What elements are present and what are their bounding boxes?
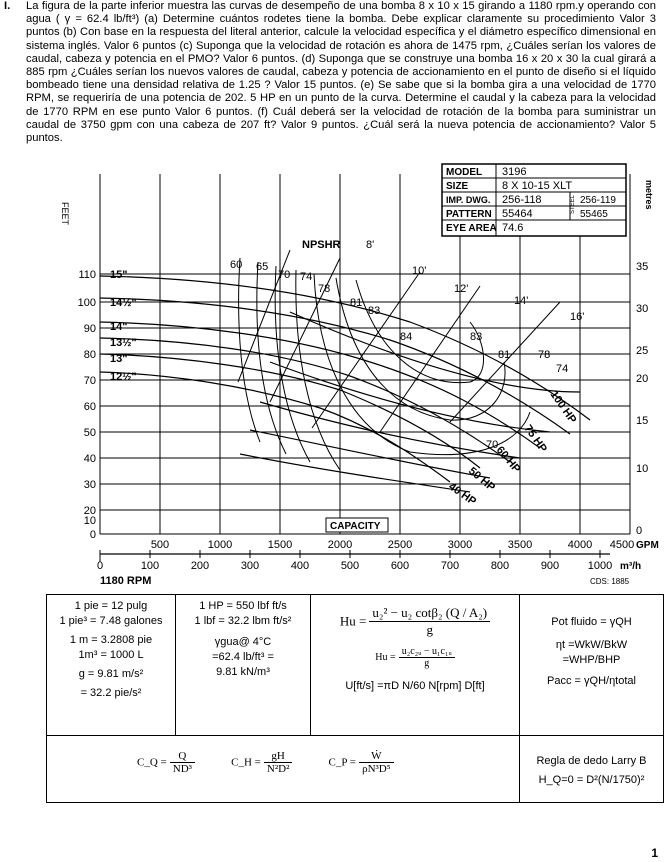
hu1-den: g xyxy=(426,622,434,637)
hu1-lhs: Hu = xyxy=(339,613,367,629)
y-right-tick-0: 0 xyxy=(636,525,643,537)
y-tick-20: 20 xyxy=(83,505,96,517)
x-gpm-500: 500 xyxy=(150,539,170,551)
euler-cell xyxy=(311,595,520,736)
gpm-label: GPM xyxy=(636,540,659,551)
x-m3h-600: 600 xyxy=(390,560,410,572)
eta-kw: ηt =WkW/BkW xyxy=(555,639,628,651)
x-gpm-3000: 3000 xyxy=(447,539,473,551)
npsh-value-12: 12' xyxy=(454,283,469,295)
x-m3h-200: 200 xyxy=(190,560,210,572)
npsh-label: NPSHR xyxy=(302,239,341,251)
eff-label-78: 78 xyxy=(318,283,331,295)
formula-table xyxy=(46,594,664,803)
eta-hp: =WHP/BHP xyxy=(562,654,621,666)
x-gpm-1000: 1000 xyxy=(207,539,233,551)
power-cell xyxy=(520,595,664,736)
const-gamma-si: 9.81 kN/m³ xyxy=(216,666,270,678)
y-right-tick-10: 10 xyxy=(636,463,649,475)
const-hp: 1 HP = 550 lbf ft/s xyxy=(199,600,287,612)
const-gamma-title: γgua@ 4°C xyxy=(214,636,272,648)
impeller-label-14-5: 14½" xyxy=(110,297,137,309)
hp-label-60: 60 HP xyxy=(493,444,523,476)
hp-label-100: 100 HP xyxy=(547,388,579,426)
y-right-tick-20: 20 xyxy=(636,373,649,385)
ch-num: gH xyxy=(264,750,292,763)
impeller-label-13: 13" xyxy=(110,353,128,365)
capacity-label: CAPACITY xyxy=(330,521,381,532)
info-extra-imp-dwg: 256-119 xyxy=(580,195,616,206)
x-m3h-1000: 1000 xyxy=(587,560,613,572)
ch-fraction xyxy=(264,750,292,775)
cq-fraction xyxy=(170,750,195,775)
pacc: Pacc = γQH/ηtotal xyxy=(547,675,636,687)
y-tick-10: 10 xyxy=(83,515,96,527)
x-gpm-4500: 4500 xyxy=(609,539,635,551)
eff-label-81: 81 xyxy=(350,297,363,309)
x-m3h-800: 800 xyxy=(490,560,510,572)
pot-fluido: Pot fluido = γQH xyxy=(551,616,632,628)
impeller-label-13-5: 13½" xyxy=(110,337,137,349)
hu2-num: u₂c₂ᵤ − u₁c₁ᵤ xyxy=(399,646,455,658)
impeller-label-15: 15" xyxy=(110,269,128,281)
x-m3h-400: 400 xyxy=(290,560,310,572)
x-gpm-4000: 4000 xyxy=(567,539,593,551)
eff-label-70: 70 xyxy=(278,269,291,281)
npsh-value-16: 16' xyxy=(570,311,585,323)
y-tick-60: 60 xyxy=(83,401,96,413)
x-axis-gpm xyxy=(151,539,634,551)
hp-label-75: 75 HP xyxy=(521,422,549,455)
x-m3h-500: 500 xyxy=(340,560,360,572)
y-tick-100: 100 xyxy=(77,297,96,309)
unit-pie3-gal: 1 pie³ = 7.48 galones xyxy=(59,615,163,627)
x-gpm-1500: 1500 xyxy=(267,539,293,551)
x-gpm-3500: 3500 xyxy=(507,539,533,551)
page-number: 1 xyxy=(651,846,658,860)
ch-lhs: C_H = xyxy=(231,756,261,769)
u-definition: U[ft/s] =πD N/60 N[rpm] D[ft] xyxy=(345,680,485,692)
constants-cell xyxy=(176,595,311,736)
const-gamma-en: =62.4 lb/ft³ = xyxy=(212,651,274,663)
info-extra-pattern: 55465 xyxy=(580,209,608,220)
x-gpm-2000: 2000 xyxy=(327,539,353,551)
unit-pie-pulg: 1 pie = 12 pulg xyxy=(74,600,148,612)
m3h-label: m³/h xyxy=(620,561,642,572)
x-axis-m3h xyxy=(97,560,612,572)
info-label-model: MODEL xyxy=(446,167,483,178)
y-tick-80: 80 xyxy=(83,349,96,361)
feet-label: FEET xyxy=(60,202,70,226)
eff-label-60: 60 xyxy=(230,259,243,271)
y-tick-110: 110 xyxy=(78,269,96,281)
x-m3h-700: 700 xyxy=(440,560,460,572)
hu2-lhs: Hu = xyxy=(375,652,396,663)
eff-label-83-right: 83 xyxy=(470,331,483,343)
y-tick-50: 50 xyxy=(83,427,96,439)
eff-label-83: 83 xyxy=(368,305,381,317)
meters-label: metres xyxy=(644,180,654,210)
coefficients-cell xyxy=(47,736,520,803)
unit-g-en: = 32.2 pie/s² xyxy=(80,687,142,699)
hp-label-50: 50 HP xyxy=(466,465,498,494)
info-label-eye-area: EYE AREA xyxy=(446,223,497,234)
npsh-value-10: 10' xyxy=(412,265,427,277)
impeller-labels xyxy=(110,269,137,383)
cp-lhs: C_P = xyxy=(328,756,357,769)
x-gpm-2500: 2500 xyxy=(387,539,413,551)
x-m3h-100: 100 xyxy=(140,560,160,572)
y-right-tick-25: 25 xyxy=(636,345,649,357)
eff-label-74: 74 xyxy=(300,271,313,283)
pump-performance-chart xyxy=(50,162,662,594)
cq-num: Q xyxy=(170,750,195,763)
info-label-imp-dwg: IMP. DWG. xyxy=(446,195,491,205)
info-value-model: 3196 xyxy=(502,166,527,178)
problem-number: I. xyxy=(4,0,11,12)
hp-labels xyxy=(446,389,578,508)
cds-label: CDS: 1885 xyxy=(590,577,630,586)
rule-cell xyxy=(520,736,664,803)
x-m3h-0: 0 xyxy=(96,560,104,572)
ch-den: N²D² xyxy=(266,763,290,775)
y-tick-40: 40 xyxy=(83,453,96,465)
problem-text: La figura de la parte inferior muestra las curvas de desempeño de una bomba 8 x 10 x 15 girando a 1180 rpm.y operando con agua ( γ = 62.4 lb/ft³) (a) Determine cuántos rodetes tiene la bomba. Debe explicar claramente su procedimiento Valor 3 puntos (b) Con base en la respuesta del literal anterior, calcule la velocidad específica y el diámetro específico dimensional en sistema inglés. Valor 6 puntos (c) Suponga que la velocidad de rotación es ahora de 1475 rpm, ¿Cuáles serían los valores de caudal, cabeza y potencia en el PMO? Valor 6 puntos. (d) Suponga que se construye una bomba 16 x 20 x 30 la cual girará a 885 rpm ¿Cuáles serían los nuevos valores de caudal, cabeza y potencia de accionamiento en el punto de diseño si el líquido bombeado tiene una densidad relativa de 1.25 ? Valor 15 puntos. (e) Se sabe que si la bomba gira a una velocidad de 1770 RPM, se requeriría de una potencia de 202. 5 HP en un punto de la curva. Determine el caudal y la cabeza para la velocidad de 1770 RPM en ese punto Valor 6 puntos. (f) Cuál deberá ser la velocidad de rotación de la bomba para suministrar un caudal de 3750 gpm con una cabeza de 207 ft? Valor 9 puntos. ¿Cuál será la nueva potencia de accionamiento? Valor 5 puntos. xyxy=(26,0,656,145)
rpm-label: 1180 RPM xyxy=(100,575,152,587)
y-tick-90: 90 xyxy=(83,323,96,335)
hu1-num: u₂² − u₂ cotβ₂ (Q / A₂) xyxy=(369,605,490,622)
x-m3h-300: 300 xyxy=(240,560,260,572)
eff-label-84: 84 xyxy=(400,331,413,343)
pump-info-box xyxy=(442,164,626,236)
info-value-imp-dwg: 256-118 xyxy=(502,194,542,206)
const-lbf: 1 lbf = 32.2 lbm ft/s² xyxy=(194,615,292,627)
cp-fraction xyxy=(359,750,394,775)
unit-m3-l: 1m³ = 1000 L xyxy=(78,649,144,661)
problem-statement xyxy=(4,0,656,145)
info-value-eye-area: 74.6 xyxy=(502,222,524,234)
info-value-size: 8 X 10-15 XLT xyxy=(502,180,573,192)
npsh-value-labels xyxy=(366,239,584,323)
unit-m-pie: 1 m = 3.2808 pie xyxy=(69,634,153,646)
info-label-pattern: PATTERN xyxy=(446,209,492,220)
info-value-pattern: 55464 xyxy=(502,208,533,220)
y-right-tick-15: 15 xyxy=(636,415,649,427)
unit-g-si: g = 9.81 m/s² xyxy=(78,668,144,680)
hu2-fraction xyxy=(399,646,455,669)
impeller-label-12-5: 12½" xyxy=(110,371,137,383)
rule-equation: H_Q=0 = D²(N/1750)² xyxy=(538,774,645,786)
eff-label-74-right: 74 xyxy=(556,363,569,375)
y-right-tick-30: 30 xyxy=(636,303,649,315)
hu2-den: g xyxy=(424,658,430,669)
y-tick-30: 30 xyxy=(83,479,96,491)
npsh-value-14: 14' xyxy=(514,295,529,307)
hu1-fraction xyxy=(369,605,490,638)
eff-label-81-right: 81 xyxy=(498,349,511,361)
x-m3h-900: 900 xyxy=(540,560,560,572)
y-tick-0: 0 xyxy=(89,529,96,541)
eff-label-70-right: 70 xyxy=(486,439,499,451)
hp-label-40: 40 HP xyxy=(446,480,479,508)
y-axis-right xyxy=(636,261,648,537)
cq-lhs: C_Q = xyxy=(137,756,167,769)
info-label-size: SIZE xyxy=(446,181,469,192)
rule-title: Regla de dedo Larry B xyxy=(536,755,647,767)
y-tick-70: 70 xyxy=(83,375,96,387)
impeller-label-14: 14" xyxy=(110,321,128,333)
y-axis-left xyxy=(78,269,96,541)
cp-den: ρN³D⁵ xyxy=(362,763,391,775)
npsh-value-8: 8' xyxy=(366,239,375,251)
units-cell xyxy=(47,595,176,736)
info-side-label: STEEL xyxy=(570,194,576,214)
cp-num: Ẇ xyxy=(359,750,394,763)
eff-label-65: 65 xyxy=(256,261,269,273)
y-right-tick-35: 35 xyxy=(636,261,649,273)
cq-den: ND³ xyxy=(172,763,192,775)
eff-label-78-right: 78 xyxy=(538,349,551,361)
